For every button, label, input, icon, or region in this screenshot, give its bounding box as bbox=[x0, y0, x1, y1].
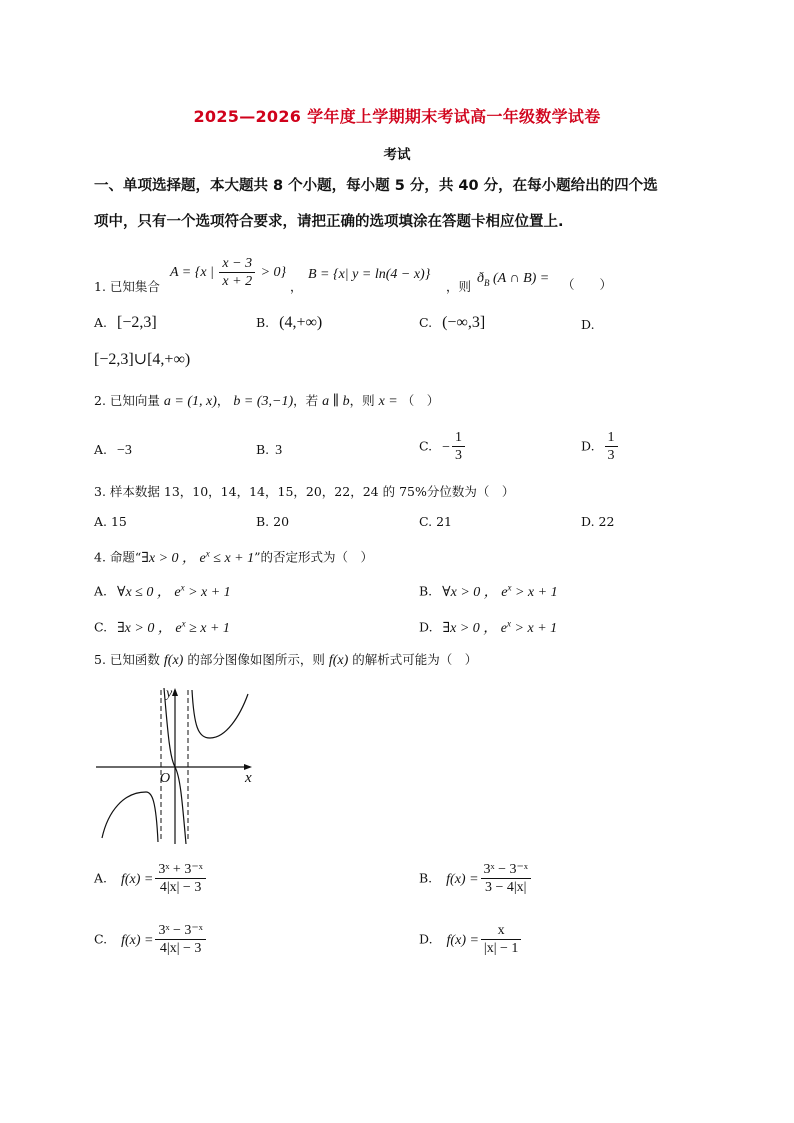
q2-vector-a: a = (1, x) bbox=[163, 394, 217, 409]
q1-option-c: C. (−∞,3] bbox=[419, 314, 486, 331]
q2-option-b: B. 3 bbox=[256, 442, 283, 458]
question-2: 2. 已知向量 a = (1, x)， b = (3,−1)，若 a ∥ b，则 x = （ ） bbox=[94, 393, 440, 409]
question-5: 5. 已知函数 f(x) 的部分图像如图所示，则 f(x) 的解析式可能为（ ） bbox=[94, 652, 478, 668]
q5-option-c: C. f(x) = $\frac{\text{3ˣ − 3⁻ˣ}}{4|x| - 3}$ bbox=[94, 923, 208, 957]
q1-complement-symbol: ð bbox=[477, 271, 484, 286]
q4-option-b: B. ∀x > 0 ， $e^x > x + 1$ bbox=[419, 582, 558, 600]
q3-option-b: B. 20 bbox=[256, 514, 290, 529]
q2-x-equals: x = bbox=[378, 394, 398, 409]
q4-proposition: ∃x > 0 ， $e^x \le x + 1$ bbox=[141, 548, 255, 566]
q1-setA-left: A = {x | bbox=[170, 265, 214, 281]
section-heading-line2: 项中，只有一个选项符合要求，请把正确的选项填涂在答题卡相应位置上. bbox=[94, 214, 564, 230]
q4-option-d: D. ∃x > 0 ， $e^x > x + 1$ bbox=[419, 618, 558, 636]
q5-fx-1: f(x) bbox=[163, 653, 184, 668]
q1-setA-fraction bbox=[219, 256, 255, 290]
q5-option-b: B. f(x) = $\frac{\text{3ˣ − 3⁻ˣ}}{3 - 4|x|}$ bbox=[419, 862, 533, 896]
curve-right-branch bbox=[192, 690, 248, 738]
q2-parallel: a ∥ b bbox=[322, 394, 350, 409]
q1-expression: (A ∩ B) = bbox=[493, 271, 550, 286]
q5-option-a: A. f(x) = $\frac{\text{3ˣ + 3⁻ˣ}}{4|x| - 3}$ bbox=[94, 862, 208, 896]
q1-option-b: B. (4,+∞) bbox=[256, 314, 323, 331]
q1-setA-numerator: x − 3 bbox=[219, 256, 255, 273]
q2-answer-paren: （ ） bbox=[401, 393, 440, 408]
q3-option-d: D. 22 bbox=[581, 514, 615, 529]
q1-option-d-value: [−2,3]∪[4,+∞) bbox=[94, 351, 191, 368]
section-heading-line1: 一、单项选择题，本大题共 8 个小题，每小题 5 分，共 40 分，在每小题给出的四个选 bbox=[94, 178, 658, 194]
page-title: 2025—2026 学年度上学期期末考试高一年级数学试卷 bbox=[193, 107, 601, 126]
q5-fx-2: f(x) bbox=[328, 653, 349, 668]
q4-option-c: C. ∃x > 0 ， $e^x \ge x + 1$ bbox=[94, 618, 230, 636]
q3-option-c: C. 21 bbox=[419, 514, 452, 529]
q1-setA-right: > 0} bbox=[260, 265, 287, 281]
q5-function-graph bbox=[94, 686, 254, 846]
q5-option-d: D. f(x) = $\frac{x}{|x| - 1}$ bbox=[419, 923, 523, 957]
q2-option-a: A. −3 bbox=[94, 442, 132, 458]
q1-option-a: A. [−2,3] bbox=[94, 314, 157, 331]
curve-left-branch bbox=[102, 792, 158, 842]
q1-option-d-label: D. bbox=[581, 317, 595, 332]
q1-answer-paren: （ ） bbox=[562, 277, 613, 292]
y-axis-label: y bbox=[166, 686, 173, 701]
q2-option-c: C. − $\frac{1}{3}$ bbox=[419, 430, 467, 464]
q1-setB: B = {x| y = ln(4 − x)} bbox=[308, 267, 431, 282]
q2-vector-b: b = (3,−1) bbox=[233, 394, 294, 409]
page-subtitle: 考试 bbox=[383, 147, 411, 163]
q1-setA-denominator: x + 2 bbox=[222, 274, 253, 289]
q2-option-d: D. $\frac{1}{3}$ bbox=[581, 430, 620, 464]
q1-sep2: ，则 bbox=[446, 279, 472, 294]
q3-option-a: A. 15 bbox=[94, 514, 127, 529]
y-axis-arrow-icon bbox=[172, 688, 178, 696]
q1-sep1: ， bbox=[290, 279, 303, 294]
question-3: 3. 样本数据 13，10，14，14，15，20，22，24 的 75%分位数为（ ） bbox=[94, 484, 515, 499]
q1-complement-sub: B bbox=[484, 277, 490, 288]
origin-label: O bbox=[160, 771, 171, 786]
question-4: 4. 命题“∃x > 0 ， $e^x \le x + 1$”的否定形式为（ ） bbox=[94, 548, 374, 566]
x-axis-label: x bbox=[245, 770, 252, 786]
q4-option-a: A. ∀x ≤ 0 ， $e^x > x + 1$ bbox=[94, 582, 231, 600]
q1-prefix: 1. 已知集合 bbox=[94, 279, 160, 294]
